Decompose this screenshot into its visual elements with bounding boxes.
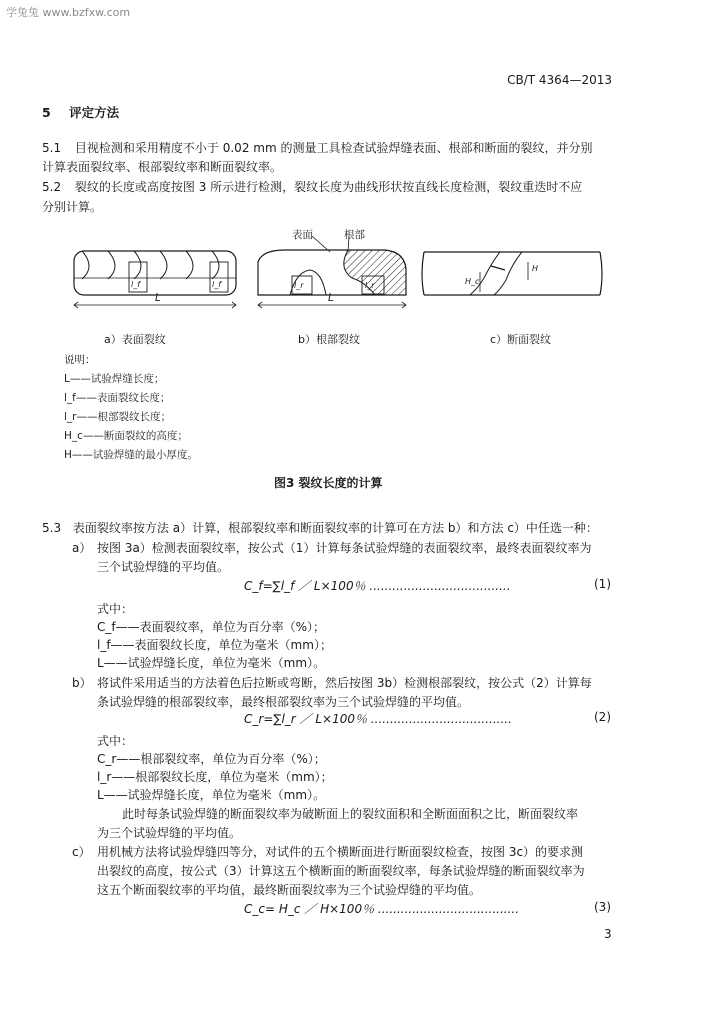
figure-b-label-lr-1: l_r xyxy=(294,281,304,290)
equation-number-3: (3) xyxy=(594,900,611,914)
page-number: 3 xyxy=(604,927,612,941)
equation-number-2: (2) xyxy=(594,710,611,724)
figure-c-label-H: H xyxy=(532,264,539,273)
figure-label-surface: 表面 xyxy=(292,229,313,241)
definition-item: C_r——根部裂纹率，单位为百分率（%）； xyxy=(97,752,326,766)
definition-item: C_f——表面裂纹率，单位为百分率（%）； xyxy=(97,620,326,634)
formula-3: C_c= H_c ／ H×100％ ..................................... xyxy=(244,902,520,916)
item-c-line1: 用机械方法将试验焊缝四等分，对试件的五个横断面进行断面裂纹检查，按图 3c）的要求测 xyxy=(97,845,584,859)
where-label-2: 式中： xyxy=(97,734,134,748)
clause-text: 裂纹的长度或高度按图 3 所示进行检测，裂纹长度为曲线形状按直线长度检测，裂纹重迭时不应 xyxy=(74,180,583,194)
item-a-marker: a） xyxy=(72,541,92,555)
item-b-extra-line2: 为三个试验焊缝的平均值。 xyxy=(97,826,242,840)
clause-number: 5.2 xyxy=(42,180,62,194)
item-a-line1: 按图 3a）检测表面裂纹率，按公式（1）计算每条试验焊缝的表面裂纹率，最终表面裂纹率为 xyxy=(97,541,592,555)
legend-item: L——试验焊缝长度； xyxy=(64,373,165,385)
item-a-line2: 三个试验焊缝的平均值。 xyxy=(97,560,230,574)
legend-item: l_r——根部裂纹长度； xyxy=(64,411,171,423)
figure-b-label-lr-2: l_r xyxy=(365,281,375,290)
standard-number: CB/T 4364—2013 xyxy=(507,73,612,87)
definition-item: L——试验焊缝长度，单位为毫米（mm）。 xyxy=(97,788,326,802)
formula-1: C_f=∑l_f ／ L×100％ ..................................... xyxy=(244,579,511,593)
where-label-1: 式中： xyxy=(97,602,134,616)
equation-number-1: (1) xyxy=(594,577,611,591)
figure-b-label-L: L xyxy=(328,292,334,304)
figure-a-label-L: L xyxy=(155,292,161,304)
figure-a-caption: a）表面裂纹 xyxy=(104,333,166,346)
item-b-extra-line1: 此时每条试验焊缝的断面裂纹率为破断面上的裂纹面积和全断面面积之比，断面裂纹率 xyxy=(122,807,579,821)
legend-item: H_c——断面裂纹的高度； xyxy=(64,430,188,442)
clause-5-2-line2: 分别计算。 xyxy=(42,200,103,214)
legend-item: H——试验焊缝的最小厚度。 xyxy=(64,449,198,461)
clause-number: 5.1 xyxy=(42,141,62,155)
clause-5-1-line2: 计算表面裂纹率、根部裂纹率和断面裂纹率。 xyxy=(42,160,283,174)
figure-title: 图3 裂纹长度的计算 xyxy=(274,476,383,490)
item-b-line2: 条试验焊缝的根部裂纹率，最终根部裂纹率为三个试验焊缝的平均值。 xyxy=(97,695,470,709)
formula-2: C_r=∑l_r ／ L×100％ ..................................... xyxy=(244,712,512,726)
item-c-marker: c） xyxy=(72,845,91,859)
figure-c-label-Hc: H_c xyxy=(465,277,480,286)
clause-5-3-intro xyxy=(42,519,598,537)
section-number: 5 xyxy=(42,105,51,120)
definition-item: l_f——表面裂纹长度，单位为毫米（mm）； xyxy=(97,638,332,652)
clause-number: 5.3 xyxy=(42,521,62,535)
legend-title: 说明： xyxy=(64,354,96,366)
clause-text: 目视检测和采用精度不小于 0.02 mm 的测量工具检查试验焊缝表面、根部和断面的裂纹，并分别 xyxy=(74,141,593,155)
legend-item: l_f——表面裂纹长度； xyxy=(64,392,171,404)
figure-a-label-lf-1: l_f xyxy=(131,280,141,289)
item-c-line3: 这五个断面裂纹率的平均值，最终断面裂纹率为三个试验焊缝的平均值。 xyxy=(97,883,482,897)
clause-text: 表面裂纹率按方法 a）计算，根部裂纹率和断面裂纹率的计算可在方法 b）和方法 c）中任选一种： xyxy=(72,521,598,535)
figure-c-section xyxy=(422,252,602,295)
figure-c-caption: c）断面裂纹 xyxy=(490,333,552,346)
definition-item: l_r——根部裂纹长度，单位为毫米（mm）； xyxy=(97,770,333,784)
definition-item: L——试验焊缝长度，单位为毫米（mm）。 xyxy=(97,656,326,670)
item-b-marker: b） xyxy=(72,676,92,690)
figure-b-caption: b）根部裂纹 xyxy=(298,333,360,346)
item-c-line2: 出裂纹的高度，按公式（3）计算这五个横断面的断面裂纹率，每条试验焊缝的断面裂纹率为 xyxy=(97,864,585,878)
watermark: 学兔兔 www.bzfxw.com xyxy=(6,6,131,19)
figure-a-label-lf-2: l_f xyxy=(212,280,222,289)
figure-label-root: 根部 xyxy=(344,229,365,241)
item-b-line1: 将试件采用适当的方法着色后拉断或弯断，然后按图 3b）检测根部裂纹，按公式（2）计算每 xyxy=(97,676,592,690)
section-title: 评定方法 xyxy=(69,105,120,120)
